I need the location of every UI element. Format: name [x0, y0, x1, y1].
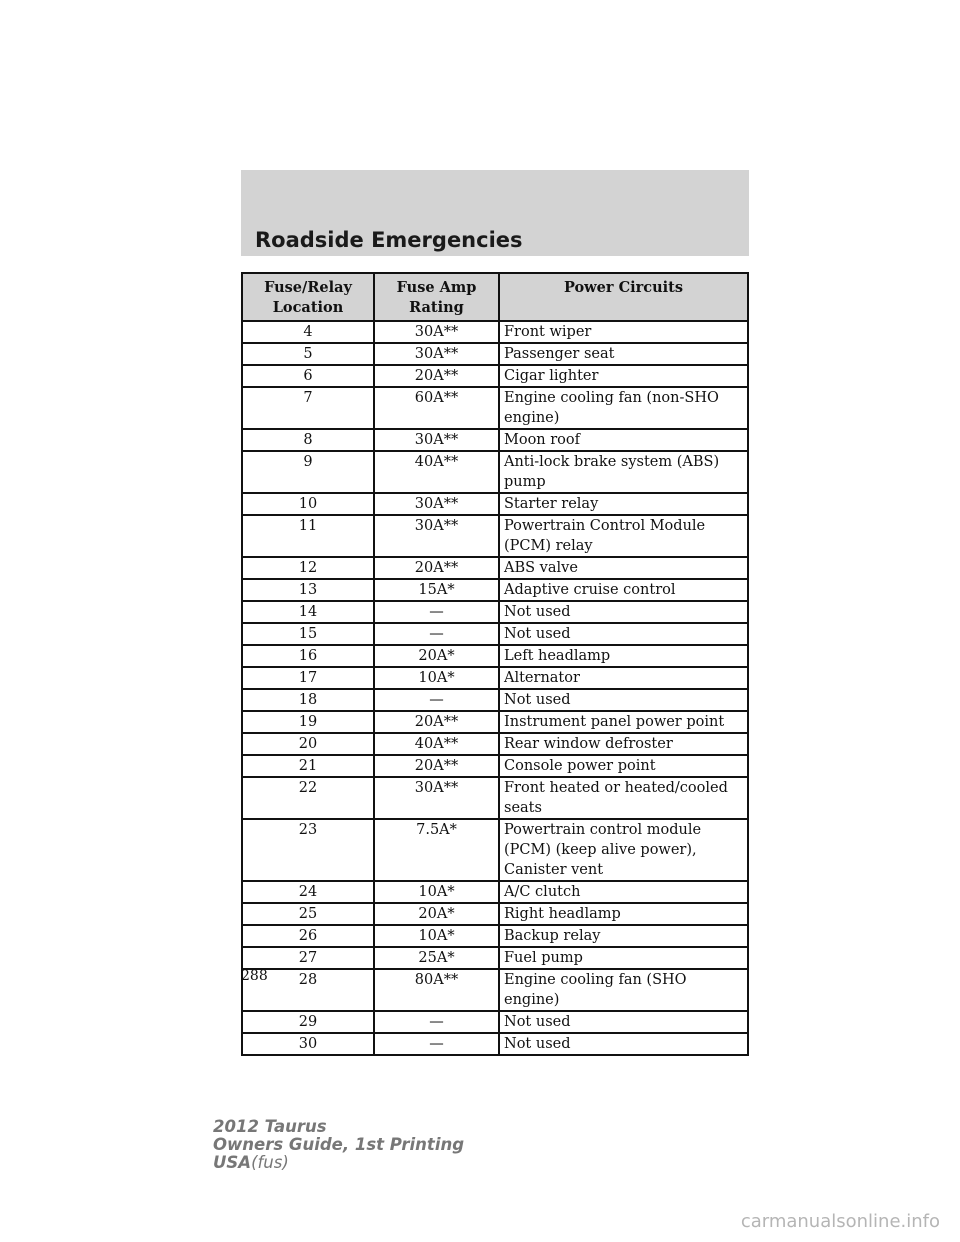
cell-amp-rating: 30A** — [374, 321, 499, 343]
cell-power-circuit: Not used — [499, 601, 748, 623]
cell-power-circuit: Front heated or heated/cooled seats — [499, 777, 748, 819]
cell-power-circuit: Powertrain Control Module (PCM) relay — [499, 515, 748, 557]
cell-amp-rating: 20A** — [374, 557, 499, 579]
table-row — [242, 601, 748, 623]
table-row — [242, 925, 748, 947]
cell-location: 14 — [242, 601, 374, 623]
cell-location: 18 — [242, 689, 374, 711]
cell-power-circuit: ABS valve — [499, 557, 748, 579]
cell-location: 17 — [242, 667, 374, 689]
cell-amp-rating: 30A** — [374, 429, 499, 451]
cell-location: 30 — [242, 1033, 374, 1055]
cell-power-circuit: Alternator — [499, 667, 748, 689]
table-row — [242, 881, 748, 903]
table-row — [242, 343, 748, 365]
column-header-amp-rating: Fuse Amp Rating — [374, 273, 499, 321]
cell-location: 9 — [242, 451, 374, 493]
cell-power-circuit: Backup relay — [499, 925, 748, 947]
cell-amp-rating: 30A** — [374, 515, 499, 557]
table-row — [242, 667, 748, 689]
table-row — [242, 733, 748, 755]
table-row — [242, 451, 748, 493]
cell-location: 26 — [242, 925, 374, 947]
cell-amp-rating: 30A** — [374, 343, 499, 365]
cell-amp-rating: 15A* — [374, 579, 499, 601]
cell-power-circuit: Adaptive cruise control — [499, 579, 748, 601]
cell-amp-rating: 20A* — [374, 645, 499, 667]
table-row — [242, 755, 748, 777]
cell-power-circuit: Starter relay — [499, 493, 748, 515]
cell-amp-rating: — — [374, 1011, 499, 1033]
section-title: Roadside Emergencies — [255, 228, 523, 252]
table-row — [242, 321, 748, 343]
cell-amp-rating: 30A** — [374, 777, 499, 819]
cell-power-circuit: Instrument panel power point — [499, 711, 748, 733]
cell-location: 28 — [242, 969, 374, 1011]
page-number: 288 — [241, 968, 268, 984]
table-row — [242, 387, 748, 429]
fuse-table-body — [242, 321, 748, 1055]
table-row — [242, 711, 748, 733]
cell-location: 29 — [242, 1011, 374, 1033]
cell-power-circuit: Engine cooling fan (SHO engine) — [499, 969, 748, 1011]
fuse-table-header-row — [242, 273, 748, 321]
table-row — [242, 1011, 748, 1033]
cell-power-circuit: Not used — [499, 1011, 748, 1033]
cell-location: 10 — [242, 493, 374, 515]
cell-location: 22 — [242, 777, 374, 819]
cell-amp-rating: — — [374, 623, 499, 645]
cell-amp-rating: — — [374, 689, 499, 711]
site-watermark: carmanualsonline.info — [740, 1211, 940, 1232]
cell-amp-rating: 80A** — [374, 969, 499, 1011]
footer-line-region — [213, 1154, 464, 1172]
table-row — [242, 623, 748, 645]
cell-amp-rating: — — [374, 1033, 499, 1055]
section-header-band — [241, 170, 749, 256]
cell-amp-rating: — — [374, 601, 499, 623]
table-row — [242, 819, 748, 881]
table-row — [242, 1033, 748, 1055]
cell-location: 23 — [242, 819, 374, 881]
cell-amp-rating: 40A** — [374, 451, 499, 493]
document-footer — [213, 1118, 464, 1172]
cell-amp-rating: 20A* — [374, 903, 499, 925]
cell-amp-rating: 20A** — [374, 365, 499, 387]
cell-location: 25 — [242, 903, 374, 925]
cell-location: 19 — [242, 711, 374, 733]
cell-amp-rating: 20A** — [374, 755, 499, 777]
cell-power-circuit: Not used — [499, 1033, 748, 1055]
table-row — [242, 903, 748, 925]
table-row — [242, 365, 748, 387]
cell-power-circuit: Cigar lighter — [499, 365, 748, 387]
cell-amp-rating: 10A* — [374, 881, 499, 903]
cell-location: 20 — [242, 733, 374, 755]
footer-region: USA — [213, 1153, 252, 1172]
table-row — [242, 515, 748, 557]
cell-power-circuit: Anti-lock brake system (ABS) pump — [499, 451, 748, 493]
footer-line-model: 2012 Taurus — [213, 1117, 327, 1136]
cell-location: 5 — [242, 343, 374, 365]
cell-location: 4 — [242, 321, 374, 343]
cell-power-circuit: Fuel pump — [499, 947, 748, 969]
cell-amp-rating: 20A** — [374, 711, 499, 733]
cell-amp-rating: 25A* — [374, 947, 499, 969]
table-row — [242, 777, 748, 819]
cell-power-circuit: Right headlamp — [499, 903, 748, 925]
footer-region-code: (fus) — [251, 1153, 289, 1172]
cell-power-circuit: Console power point — [499, 755, 748, 777]
cell-power-circuit: Not used — [499, 689, 748, 711]
table-row — [242, 429, 748, 451]
table-row — [242, 645, 748, 667]
cell-amp-rating: 10A* — [374, 667, 499, 689]
cell-power-circuit: Engine cooling fan (non-SHO engine) — [499, 387, 748, 429]
table-row — [242, 969, 748, 1011]
table-row — [242, 557, 748, 579]
cell-amp-rating: 7.5A* — [374, 819, 499, 881]
table-row — [242, 689, 748, 711]
cell-amp-rating: 10A* — [374, 925, 499, 947]
cell-location: 21 — [242, 755, 374, 777]
cell-location: 11 — [242, 515, 374, 557]
cell-location: 24 — [242, 881, 374, 903]
cell-power-circuit: Rear window defroster — [499, 733, 748, 755]
cell-location: 13 — [242, 579, 374, 601]
cell-power-circuit: Front wiper — [499, 321, 748, 343]
footer-line-printing: Owners Guide, 1st Printing — [213, 1135, 465, 1154]
cell-amp-rating: 60A** — [374, 387, 499, 429]
cell-location: 6 — [242, 365, 374, 387]
cell-location: 7 — [242, 387, 374, 429]
cell-location: 27 — [242, 947, 374, 969]
cell-power-circuit: Left headlamp — [499, 645, 748, 667]
cell-location: 8 — [242, 429, 374, 451]
cell-amp-rating: 40A** — [374, 733, 499, 755]
cell-location: 12 — [242, 557, 374, 579]
column-header-power-circuits: Power Circuits — [499, 273, 748, 321]
fuse-table — [241, 272, 749, 1056]
cell-power-circuit: Moon roof — [499, 429, 748, 451]
cell-location: 16 — [242, 645, 374, 667]
cell-location: 15 — [242, 623, 374, 645]
cell-amp-rating: 30A** — [374, 493, 499, 515]
cell-power-circuit: Not used — [499, 623, 748, 645]
table-row — [242, 947, 748, 969]
cell-power-circuit: Powertrain control module (PCM) (keep alive power), Canister vent — [499, 819, 748, 881]
cell-power-circuit: A/C clutch — [499, 881, 748, 903]
table-row — [242, 493, 748, 515]
column-header-location: Fuse/Relay Location — [242, 273, 374, 321]
cell-power-circuit: Passenger seat — [499, 343, 748, 365]
table-row — [242, 579, 748, 601]
